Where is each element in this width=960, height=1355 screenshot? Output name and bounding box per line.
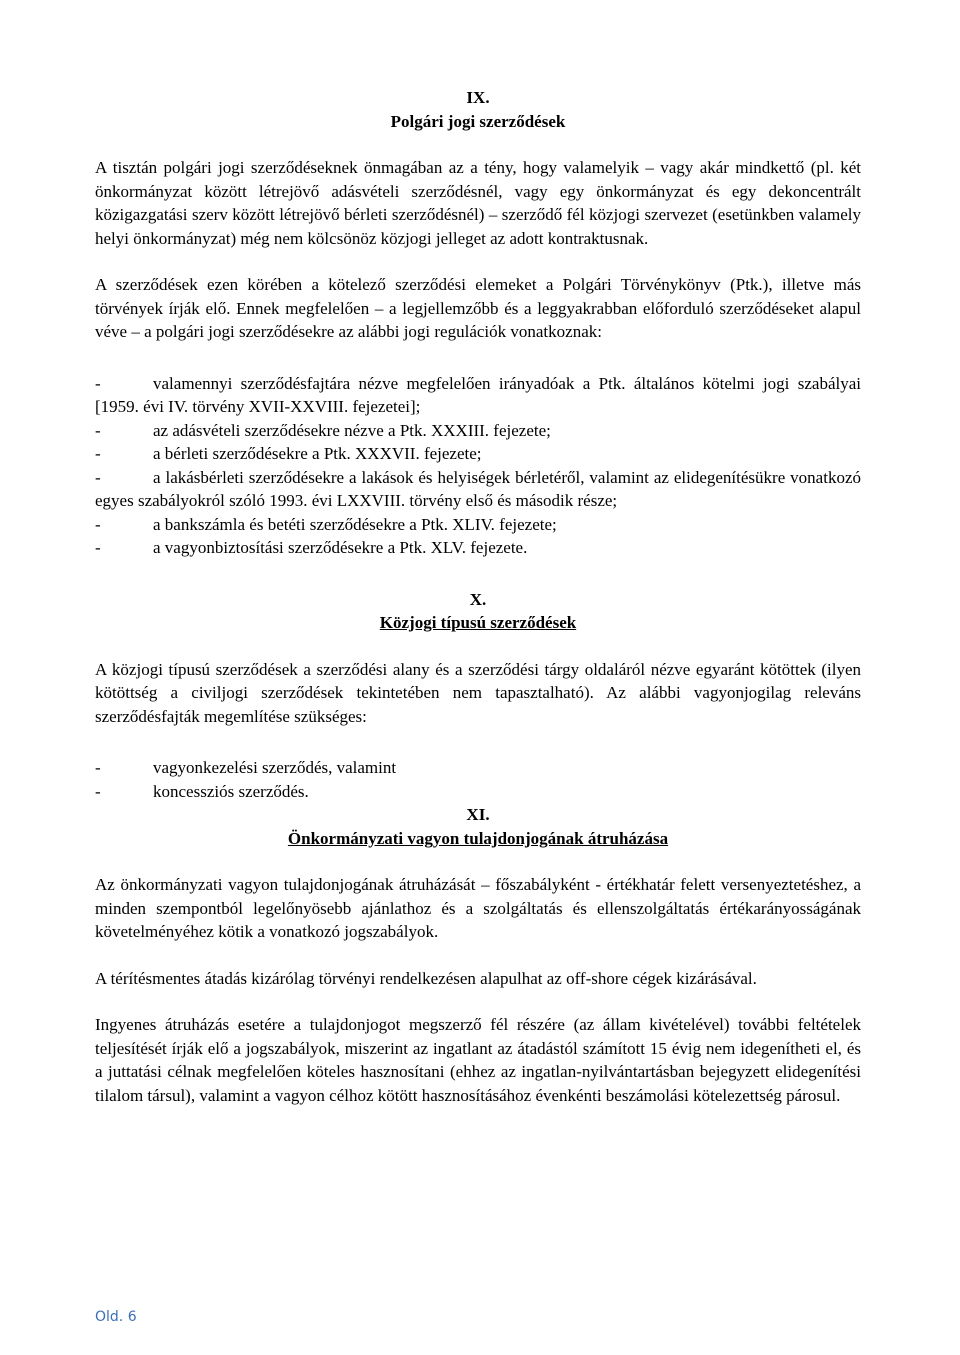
list-item: - vagyonkezelési szerződés, valamint [95,756,861,780]
chapter-xi-paragraph-2: A térítésmentes átadás kizárólag törvényi rendelkezésen alapulhat az off-shore cégek kizárásával. [95,968,757,988]
list-item: - a bankszámla és betéti szerződésekre a Ptk. XLIV. fejezete; [95,513,861,537]
chapter-xi-title: Önkormányzati vagyon tulajdonjogának átruházása [287,828,669,848]
list-item: - a lakásbérleti szerződésekre a lakások és helyiségek bérletéről, valamint az elidegenítésükre vonatkozó egyes szabályokról szóló 1993. évi LXXVIII. törvény első és második része; [95,467,861,510]
list-item: - valamennyi szerződésfajtára nézve megfelelően irányadóak a Ptk. általános kötelmi jogi szabályai [1959. évi IV. törvény XVII-XXVIII. fejezetei]; [95,373,861,416]
list-marker: - [95,538,101,557]
list-marker: - [95,420,101,440]
chapter-xi-paragraph-1: Az önkormányzati vagyon tulajdonjogának átruházását – főszabályként - értékhatár felett versenyeztetéshez, a minden szempontból legelőnyösebb ajánlathoz és a szolgáltatás és ellenszolgáltatás értékarányosságának követelményéhez kötik a vonatkozó jogszabályok. [95,875,861,941]
chapter-xi-paragraph-3: Ingyenes átruházás esetére a tulajdonjogot megszerző fél részére (az állam kivételével) további feltételek teljesítését írják elő a jogszabályok, miszerint az ingatlant az átadástól számított 15 évig nem idegenítheti el, és a juttatási célnak megfelelően köteles hasznosítani (ehhez az ingatlan-nyilvántartásban bejegyzett elidegenítési tilalom társul), valamint a vagyon célhoz kötött hasznosításához évenkénti beszámolási kötelezettség párosul. [95,1015,861,1105]
list-item: - a vagyonbiztosítási szerződésekre a Ptk. XLV. fejezete. [95,536,861,560]
chapter-ix-title: Polgári jogi szerződések [390,111,566,131]
list-item: - a bérleti szerződésekre a Ptk. XXXVII. fejezete; [95,442,861,466]
list-marker: - [95,444,101,463]
chapter-ix-number: IX. [466,88,490,107]
chapter-x-title: Közjogi típusú szerződések [379,613,577,632]
list-marker: - [95,781,101,801]
chapter-ix-list [95,372,861,560]
page-number: Old. 6 [95,1309,137,1325]
list-item: - az adásvételi szerződésekre nézve a Ptk. XXXIII. fejezete; [95,419,861,443]
list-marker: - [95,467,101,487]
list-marker: - [95,514,101,534]
chapter-ix-paragraph-1: A tisztán polgári jogi szerződéseknek önmagában az a tény, hogy valamelyik – vagy akár mindkettő (pl. két önkormányzat között létrejövő adásvételi szerződésnél, vagy egy önkormányzat és egy dekoncentrált közigazgatási szerv között létrejövő bérleti szerződésnél) – szerződő fél közjogi szervezet (esetünkben valamely helyi önkormányzat) még nem kölcsönöz közjogi jelleget az adott kontraktusnak. [95,158,861,248]
chapter-x-number: X. [469,589,487,609]
chapter-x-paragraph-1: A közjogi típusú szerződések a szerződési alany és a szerződési tárgy oldaláról nézve egyaránt kötöttek (ilyen kötöttség a civiljogi szerződések tekintetében nem tapasztalható). Az alábbi vagyonjogilag releváns szerződésfajták megemlítése szükséges: [95,659,861,726]
list-item: - koncessziós szerződés. [95,780,861,804]
chapter-ix-paragraph-2: A szerződések ezen körében a kötelező szerződési elemeket a Polgári Törvénykönyv (Ptk.), illetve más törvények írják elő. Ennek megfelelően – a legjellemzőbb és a leggyakrabban előforduló szerződéseket alapul véve – a polgári jogi szerződésekre az alábbi jogi regulációk vonatkoznak: [95,275,861,341]
document-page [95,86,861,1107]
list-marker: - [95,373,101,393]
chapter-xi-number: XI. [466,805,490,824]
chapter-x-list [95,756,861,803]
list-marker: - [95,758,101,777]
